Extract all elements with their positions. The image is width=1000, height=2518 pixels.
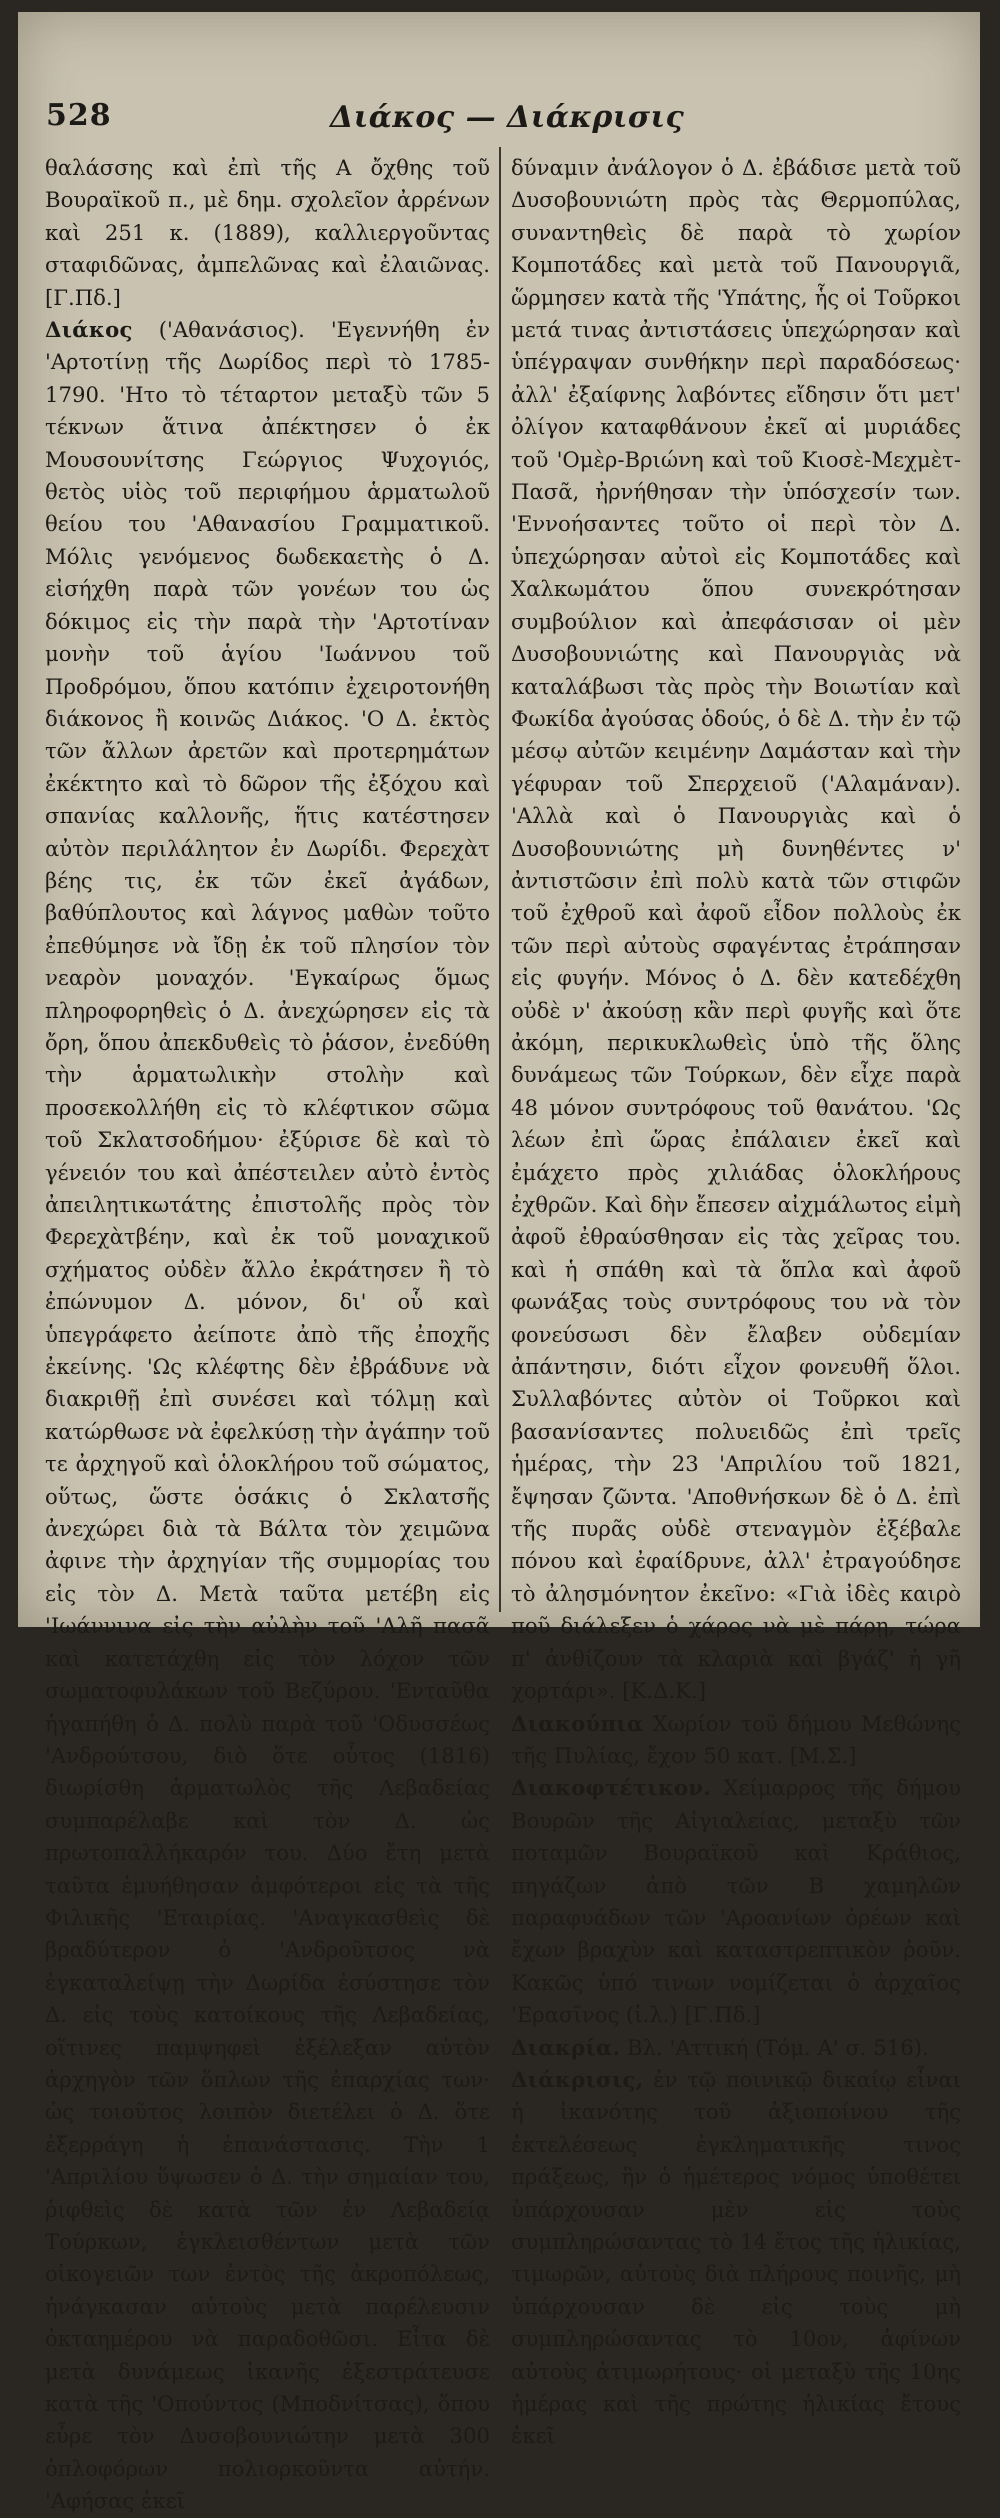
column-divider — [499, 147, 501, 1612]
entry-text: Χείμαρρος τῆς δήμου Βουρῶν τῆς Αἰγιαλείας, μεταξὺ τῶν ποταμῶν Βουραϊκοῦ καὶ Κράθιος, πηγάζων ἀπὸ τῶν Β χαμηλῶν παραφυάδων τῶν 'Αροανίων ὀρέων καὶ ἔχων βραχὺν καὶ καταστρεπτικὸν ῥοῦν. Κακῶς ὑπό τινων νομίζεται ὁ ἀρχαῖος 'Ερασῖνος (ἰ.λ.) [Γ.Πδ.] — [511, 1775, 961, 2028]
entry-headword: Διακούπια — [511, 1710, 644, 1736]
entry-text: δύναμιν ἀνάλογον ὁ Δ. ἐβάδισε μετὰ τοῦ Δυσοβουνιώτη πρὸς τὰς Θερμοπύλας, συναντηθεὶς δὲ παρὰ τὸ χωρίον Κομποτάδες καὶ μετὰ τοῦ Πανουργιᾶ, ὥρμησεν κατὰ τῆς 'Υπάτης, ἧς οἱ Τοῦρκοι μετά τινας ἀντιστάσεις ὑπεχώρησαν καὶ ὑπέγραψαν συνθήκην περὶ παραδόσεως· ἀλλ' ἐξαίφνης λαβόντες εἴδησιν ὅτι μετ' ὀλίγον καταφθάνουν ἐκεῖ αἱ μυριάδες τοῦ 'Ομὲρ-Βριώνη καὶ τοῦ Κιοσὲ-Μεχμὲτ-Πασᾶ, ἠρνήθησαν τὴν ὑπόσχεσίν των. 'Εννοήσαντες τοῦτο οἱ περὶ τὸν Δ. ὑπεχώρησαν αὐτοὶ εἰς Κομποτάδες καὶ Χαλκωμάτου ὅπου συνεκρότησαν συμβούλιον καὶ ἀπεφάσισαν οἱ μὲν Δυσοβουνιώτης καὶ Πανουργιὰς νὰ καταλάβωσι τὰς πρὸς τὴν Βοιωτίαν καὶ Φωκίδα ἀγούσας ὁδούς, ὁ δὲ Δ. τὴν ἐν τῷ μέσῳ αὐτῶν κειμένην Δαμάσταν καὶ τὴν γέφυραν τοῦ Σπερχειοῦ ('Αλαμάναν). 'Αλλὰ καὶ ὁ Πανουργιὰς καὶ ὁ Δυσοβουνιώτης μὴ δυνηθέντες ν' ἀντιστῶσιν ἐπὶ πολὺ κατὰ τῶν στιφῶν τοῦ ἐχθροῦ καὶ ἀφοῦ εἶδον πολλοὺς ἐκ τῶν περὶ αὐτοὺς σφαγέντας ἐτράπησαν εἰς φυγήν. Μόνος ὁ Δ. δὲν κατεδέχθη οὐδὲ ν' ἀκούσῃ κἂν περὶ φυγῆς καὶ ὅτε ἀκόμη, περικυκλωθεὶς ὑπὸ τῆς ὅλης δυνάμεως τῶν Τούρκων, δὲν εἶχε παρὰ 48 μόνον συντρόφους τοῦ θανάτου. 'Ως λέων ἐπὶ ὥρας ἐπάλαιεν ἐκεῖ καὶ ἐμάχετο πρὸς χιλιάδας ὁλοκλήρους ἐχθρῶν. Καὶ δὴν ἔπεσεν αἰχμάλωτος εἰμὴ ἀφοῦ ἐθραύσθησαν εἰς τὰς χεῖρας του. καὶ ἡ σπάθη καὶ τὰ ὅπλα καὶ ἀφοῦ φωνάξας τοὺς συντρόφους του νὰ τὸν φονεύσωσι δὲν ἔλαβεν οὐδεμίαν ἀπάντησιν, διότι εἶχον φονευθῆ ὅλοι. Συλλαβόντες αὐτὸν οἱ Τοῦρκοι καὶ βασανίσαντες πολυειδῶς ἐπὶ τρεῖς ἡμέρας, τὴν 23 'Απριλίου τοῦ 1821, ἔψησαν ζῶντα. 'Αποθνήσκων δὲ ὁ Δ. ἐπὶ τῆς πυρᾶς οὐδὲ στεναγμὸν ἐξέβαλε πόνου καὶ ἐφαίδρυνε, ἀλλ' ἐτραγούδησε τὸ ἀλησμόνητον ἐκεῖνο: «Γιὰ ἰδὲς καιρὸ ποῦ διάλεξεν ὁ χάρος νὰ μὲ πάρῃ, τώρα π' ἀνθίζουν τὰ κλαριὰ καὶ βγάζ' ἡ γῆ χορτάρι». [Κ.Δ.Κ.] — [511, 155, 961, 1704]
entry-text: Βλ. 'Αττική (Τόμ. Α' σ. 516). — [620, 2034, 929, 2060]
entry-continuation — [511, 152, 961, 1708]
entry-text: θαλάσσης καὶ ἐπὶ τῆς Α ὄχθης τοῦ Βουραϊκοῦ π., μὲ δημ. σχολεῖον ἀρρένων καὶ 251 κ. (1889), καλλιεργοῦντας σταφιδῶνας, ἀμπελῶνας καὶ ἐλαιῶνας. [Γ.Πδ.] — [45, 155, 490, 310]
entry-diakria — [511, 2032, 961, 2064]
entry-headword: Διακοφτέτικον. — [511, 1775, 712, 1801]
entry-text: ἐν τῷ ποινικῷ δικαίῳ εἶναι ἡ ἱκανότης τοῦ ἀξιοποίνου τῆς ἐκτελέσεως ἐγκληματικῆς τινος πράξεως, ἣν ὁ ἡμέτερος νόμος ὑποθέτει ὑπάρχουσαν μὲν εἰς τοὺς συμπληρώσαντας τὸ 14 ἔτος τῆς ἡλικίας, τιμωρῶν, αὐτοὺς διὰ πλήρους ποινῆς, μὴ ὑπάρχουσαν δὲ εἰς τοὺς μὴ συμπληρώσαντας τὸ 10ον, ἀφίνων αὐτοὺς ἀτιμωρήτους· οἱ μεταξὺ τῆς 10ης ἡμέρας καὶ τῆς πρώτης ἡλικίας ἔτους ἐκεῖ — [511, 2066, 961, 2449]
right-column — [511, 152, 961, 2453]
entry-text: Χωρίον τοῦ δήμου Μεθώνης τῆς Πυλίας, ἔχον 50 κατ. [Μ.Σ.] — [511, 1710, 961, 1768]
entry-continuation — [45, 152, 490, 314]
book-page — [18, 12, 980, 2514]
running-head: Διάκος — Διάκρισις — [330, 100, 685, 135]
entry-headword: Διάκος — [45, 317, 133, 343]
page-number: 528 — [46, 98, 112, 133]
entry-diakos — [45, 314, 490, 2518]
entry-diakoftetikon — [511, 1772, 961, 2031]
entry-headword: Διακρία. — [511, 2034, 621, 2060]
entry-diakrisis — [511, 2064, 961, 2453]
entry-diakoupia — [511, 1708, 961, 1773]
left-column — [45, 152, 490, 2518]
page-header — [18, 12, 980, 135]
entry-headword: Διάκρισις, — [511, 2066, 644, 2092]
entry-text: ('Αθανάσιος). 'Εγεννήθη ἐν 'Αρτοτίνῃ τῆς Δωρίδος περὶ τὸ 1785-1790. 'Ητο τὸ τέταρτον μεταξὺ τῶν 5 τέκνων ἅτινα ἀπέκτησεν ὁ ἐκ Μουσουνίτσης Γεώργιος Ψυχογιός, θετὸς υἱὸς τοῦ περιφήμου ἁρματωλοῦ θείου του 'Αθανασίου Γραμματικοῦ. Μόλις γενόμενος δωδεκαετὴς ὁ Δ. εἰσήχθη παρὰ τῶν γονέων του ὡς δόκιμος εἰς τὴν παρὰ τὴν 'Αρτοτίναν μονὴν τοῦ ἁγίου 'Ιωάννου τοῦ Προδρόμου, ὅπου κατόπιν ἐχειροτονήθη διάκονος ἢ κοινῶς Διάκος. 'Ο Δ. ἐκτὸς τῶν ἄλλων ἀρετῶν καὶ προτερημάτων ἐκέκτητο καὶ τὸ δῶρον τῆς ἐξόχου καὶ σπανίας καλλονῆς, ἥτις κατέστησεν αὐτὸν περιλάλητον ἐν Δωρίδι. Φερεχὰτ βέης τις, ἐκ τῶν ἐκεῖ ἀγάδων, βαθύπλουτος καὶ λάγνος μαθὼν τοῦτο ἐπεθύμησε νὰ ἴδῃ ἐκ τοῦ πλησίον τὸν νεαρὸν μοναχόν. 'Εγκαίρως ὅμως πληροφορηθεὶς ὁ Δ. ἀνεχώρησεν εἰς τὰ ὄρη, ὅπου ἀπεκδυθεὶς τὸ ῥάσον, ἐνεδύθη τὴν ἁρματωλικὴν στολὴν καὶ προσεκολλήθη εἰς τὸ κλέφτικον σῶμα τοῦ Σκλατσοδήμου· ἐξύρισε δὲ καὶ τὸ γένειόν του καὶ ἀπέστειλεν αὐτὸ ἐντὸς ἀπειλητικωτάτης ἐπιστολῆς πρὸς τὸν Φερεχὰτβέην, καὶ ἐκ τοῦ μοναχικοῦ σχήματος οὐδὲν ἄλλο ἐκράτησεν ἢ τὸ ἐπώνυμον Δ. μόνον, δι' οὗ καὶ ὑπεγράφετο ἀείποτε ἀπὸ τῆς ἐποχῆς ἐκείνης. 'Ως κλέφτης δὲν ἐβράδυνε νὰ διακριθῇ ἐπὶ συνέσει καὶ τόλμῃ καὶ κατώρθωσε νὰ ἐφελκύσῃ τὴν ἀγάπην τοῦ τε ἀρχηγοῦ καὶ ὁλοκλήρου τοῦ σώματος, οὕτως, ὥστε ὁσάκις ὁ Σκλατσῆς ἀνεχώρει διὰ τὰ Βάλτα τὸν χειμῶνα ἀφινε τὴν ἀρχηγίαν τῆς συμμορίας του εἰς τὸν Δ. Μετὰ ταῦτα μετέβη εἰς 'Ιωάννινα εἰς τὴν αὐλὴν τοῦ 'Αλῆ πασᾶ καὶ κατετάχθη εἰς τὸν λόχον τῶν σωματοφυλάκων τοῦ Βεζύρου. 'Ενταῦθα ἠγαπήθη ὁ Δ. πολὺ παρὰ τοῦ 'Οδυσσέως 'Ανδρούτσου, διὸ ὅτε οὗτος (1816) διωρίσθη ἁρματωλὸς τῆς Λεβαδείας συμπαρέλαβε καὶ τὸν Δ. ὡς πρωτοπαλλήκαρόν του. Δύο ἔτη μετὰ ταῦτα ἐμυήθησαν ἀμφότεροι εἰς τὰ τῆς Φιλικῆς 'Εταιρίας. 'Αναγκασθεὶς δὲ βραδύτερον ὁ 'Ανδροῦτσος νὰ ἐγκαταλείψῃ τὴν Δωρίδα ἐσύστησε τὸν Δ. εἰς τοὺς κατοίκους τῆς Λεβαδείας, οἵτινες παμψηφεὶ ἐξέλεξαν αὐτὸν ἀρχηγὸν τῶν ὅπλων τῆς ἐπαρχίας των· ὡς τοιοῦτος λοιπὸν διετέλει ὁ Δ. ὅτε ἐξερράγη ἡ ἐπανάστασις. Τὴν 1 'Απριλίου ὕψωσεν ὁ Δ. τὴν σημαίαν του, ῥιφθεὶς δὲ κατὰ τῶν ἐν Λεβαδείᾳ Τούρκων, ἐγκλεισθέντων μετὰ τῶν οἰκογειῶν των ἐντὸς τῆς ἀκροπόλεως, ἠνάγκασαν αὐτοὺς μετὰ παρέλευσιν ὀκταημέρου νὰ παραδοθῶσι. Εἶτα δὲ μετὰ δυνάμεως ἱκανῆς ἐξεστράτευσε κατὰ τῆς 'Οπούντος (Μποδνίτσας), ὅπου εὗρε τὸν Δυσοβουνιώτην μετὰ 300 ὁπλοφόρων πολιορκοῦντα αὐτήν. 'Αφήσας ἐκεῖ — [45, 317, 490, 2514]
